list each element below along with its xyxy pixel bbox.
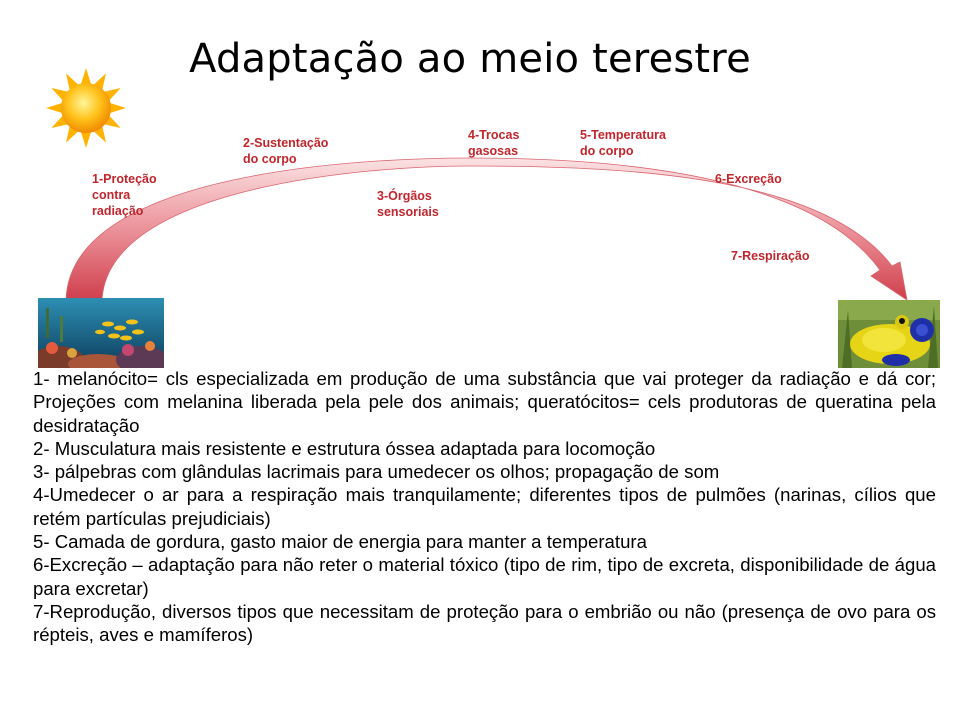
explanation-item-7: 7-Reprodução, diversos tipos que necessitam de proteção para o embrião ou não (presença de ovo para os répteis, aves e mamíferos)	[33, 600, 936, 646]
stage-label-2: 2-Sustentação do corpo	[243, 136, 329, 166]
stage-label-6: 6-Excreção	[715, 172, 782, 186]
explanation-item-2: 2- Musculatura mais resistente e estrutura óssea adaptada para locomoção	[33, 437, 656, 459]
explanation-item-6: 6-Excreção – adaptação para não reter o material tóxico (tipo de rim, tipo de excreta, disponibilidade de água para excretar)	[33, 554, 936, 599]
explanation-item-5: 5- Camada de gordura, gasto maior de energia para manter a temperatura	[33, 531, 647, 553]
stage-label-5: 5-Temperatura do corpo	[580, 128, 666, 158]
explanation-item-1: 1- melanócito= cls especializada em produção de uma substância que vai proteger da radiação e dá cor; Projeções com melanina liberada pela pele dos animais; queratócitos= cels produtoras de queratina pela desidratação	[33, 368, 936, 436]
explanation-item-4: 4-Umedecer o ar para a respiração mais tranquilamente; diferentes tipos de pulmões (narinas, cílios que retém partículas prejudiciais)	[33, 484, 936, 529]
explanation-item-3: 3- pálpebras com glândulas lacrimais para umedecer os olhos; propagação de som	[33, 461, 720, 483]
slide-title: Adaptação ao meio terestre	[189, 36, 751, 82]
coral-reef-fish-photo	[38, 298, 164, 368]
stage-label-3: 3-Órgãos sensoriais	[377, 189, 439, 219]
stage-label-4: 4-Trocas gasosas	[468, 128, 520, 158]
stage-label-7: 7-Respiração	[731, 249, 810, 263]
stage-label-1: 1-Proteção contra radiação	[92, 172, 157, 218]
explanation-list	[33, 367, 936, 647]
frog-photo	[838, 300, 940, 368]
